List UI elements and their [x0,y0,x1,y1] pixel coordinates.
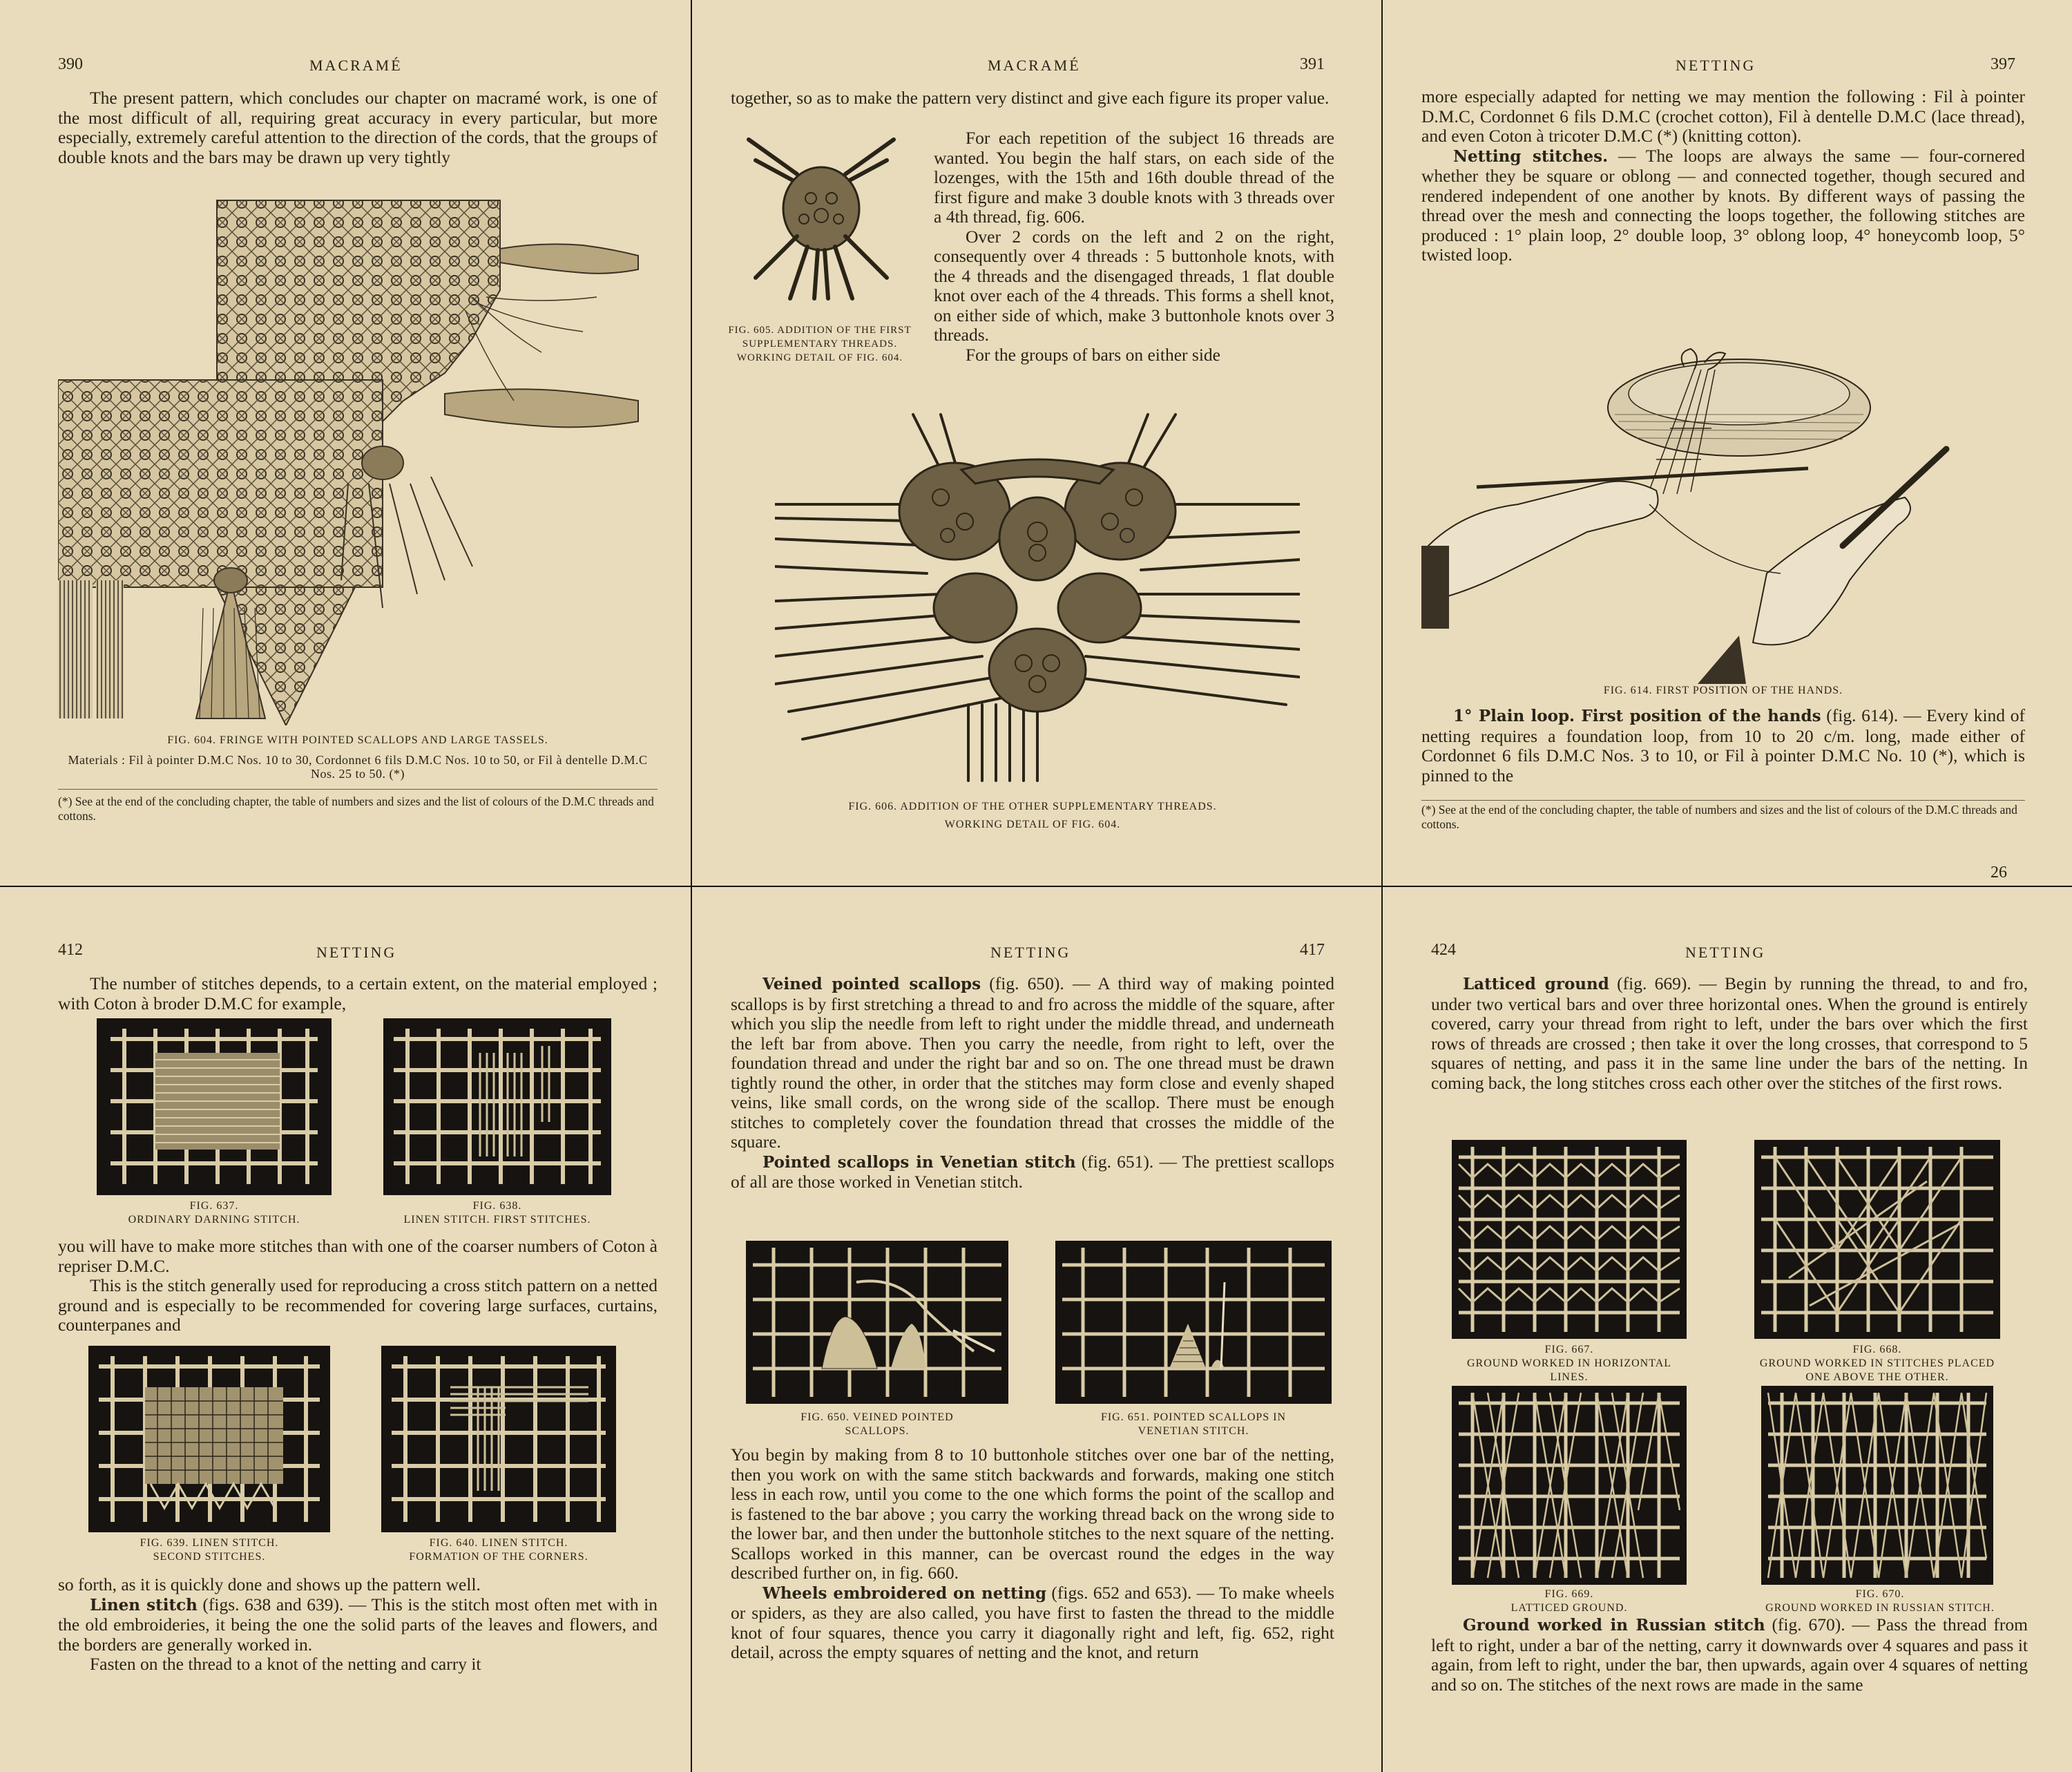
page-397 [1383,0,2072,886]
paragraph [1431,974,2028,1093]
fig-605-illustration [742,133,901,312]
fig-sublabel: GROUND WORKED IN STITCHES PLACED [1759,1357,1995,1369]
signature-mark: 26 [1991,864,2007,882]
footnote-rule [1421,800,2025,801]
fig-667-caption [1452,1343,1687,1384]
section-text: — The loops are always the same — four-cornered whether they be square or oblong — and connected together, though secured and rendered independent of one another by knots. By different ways of passing the thread over the mesh and connecting the loops together, the following stitches are produced : 1° plain loop, 2° double loop, 3° oblong loop, 4° honeycomb loop, 5° twisted loop. [1421,145,2025,265]
fig-sublabel: GROUND WORKED IN HORIZONTAL [1466,1357,1672,1369]
fig-670-russian-stitch-illustration [1761,1386,1993,1585]
fig-sublabel: ORDINARY DARNING STITCH. [128,1214,300,1226]
section-heading: Veined pointed scallops [762,975,981,993]
page-number: 390 [58,55,83,73]
fig-606-illustration [775,408,1300,788]
fig-639-linen-illustration [88,1346,330,1532]
section-heading: Netting stitches. [1453,146,1609,166]
fig-sublabel: LINES. [1550,1371,1589,1383]
section-text: (fig. 651). — The prettiest scallops of all are those worked in Venetian stitch. [731,1151,1334,1192]
section-text: (figs. 652 and 653). — To make wheels or spiders, as they are also called, you have first to fasten the thread to the middle knot of four squares, thence you carry it diagonally right and left, fig. 652, right detail, across the empty squares of netting and the knot, and return [731,1582,1335,1662]
fig-sublabel: VENETIAN STITCH. [1138,1425,1249,1437]
body-text-right [934,128,1334,365]
fig-670-caption [1742,1588,2018,1615]
page-number: 424 [1431,941,1456,959]
section-text: (fig. 669). — Begin by running the thread, to and fro, under two vertical bars and over three horizontal ones. When the ground is entirely covered, carry your thread from right to left, under the bars over which the first rows of threads are crossed ; then take it over the long crosses, that correspond to 5 squares of netting, and pass it in the same line under the bars of the netting. In coming back, the long stitches cross each other over the stitches of the first rows. [1431,973,2028,1093]
fig-667-horizontal-lines-illustration [1452,1140,1687,1339]
fig-640-linen-corners-illustration [381,1346,616,1532]
body-text [731,974,1334,1192]
page-391 [692,0,1381,886]
section-text: (fig. 614). — Every kind of netting requires a foundation loop, from 10 to 20 c/m. long, made either of Cordonnet 6 fils D.M.C Nos. 3 to 10, or Fil à pointer D.M.C No. 10 (*), which is pinned to the [1421,705,2025,785]
fig-637-darning-illustration [97,1018,332,1195]
running-header: NETTING [1685,944,1766,961]
fig-640-caption [381,1536,616,1564]
body-text-2 [1431,1615,2028,1695]
running-header: MACRAMÉ [988,57,1081,74]
fig-label: FIG. 637. [189,1200,239,1212]
paragraph [731,1583,1334,1663]
paragraph: For the groups of bars on either side [966,344,1220,365]
fig-label: FIG. 638. [472,1200,522,1212]
section-heading: Wheels embroidered on netting [762,1583,1047,1603]
paragraph: you will have to make more stitches than with one of the coarser numbers of Coton à repriser D.M.C. [58,1236,658,1276]
page-number: 391 [1300,55,1325,73]
paragraph [1421,146,2025,265]
fig-sublabel: SECOND STITCHES. [153,1551,266,1563]
page-number: 412 [58,941,83,959]
fig-651-venetian-scallops-illustration [1055,1241,1332,1404]
footnote: (*) See at the end of the concluding chapter, the table of numbers and sizes and the list of colours of the D.M.C threads and cottons. [58,794,654,823]
footnote: (*) See at the end of the concluding chapter, the table of numbers and sizes and the list of colours of the D.M.C threads and cottons. [1421,803,2017,831]
fig-label: FIG. 651. POINTED SCALLOPS IN [1100,1411,1287,1423]
fig-638-linen-illustration [383,1018,611,1195]
body-text [1431,974,2028,1093]
paragraph: For each repetition of the subject 16 threads are wanted. You begin the half stars, on each side of the lozenges, with the 15th and 16th double thread of the first figure and make 3 double knots with 3 threads over a 4th thread, fig. 606. [934,128,1334,227]
paragraph: more especially adapted for netting we may mention the following : Fil à pointer D.M.C, Cordonnet 6 fils D.M.C (crochet cotton), Fil à dentelle D.M.C (lace thread), and even Coton à tricoter D.M.C (*) (knitting cotton). [1421,86,2025,146]
paragraph: You begin by making from 8 to 10 buttonhole stitches over one bar of the netting, then you work on with the same stitch backwards and forwards, making one stitch less in each row, until you come to the one which forms the point of the scallop and is fastened to the bar above ; you carry the working thread back on the wrong side to the lower bar, and then under the buttonhole stitches to the next square of the netting. Scallops worked in this manner, can be overcast round the edges in the way described further on, in fig. 660. [731,1445,1334,1583]
paragraph [58,1595,658,1655]
paragraph [731,1152,1334,1192]
footnote-rule [58,789,658,790]
figure-caption-614: FIG. 614. FIRST POSITION OF THE HANDS. [1603,685,1843,696]
fig-sublabel: FORMATION OF THE CORNERS. [409,1551,588,1563]
body-text-3 [58,1575,658,1675]
paragraph: The number of stitches depends, to a certain extent, on the material employed ; with Coton à broder D.M.C for example, [58,973,658,1013]
section-heading: 1° Plain loop. First position of the hands [1453,707,1821,725]
section-heading: Ground worked in Russian stitch [1463,1616,1765,1635]
page-number: 397 [1991,55,2015,73]
fig-label: FIG. 650. VEINED POINTED [800,1411,954,1423]
figure-caption-606: FIG. 606. ADDITION OF THE OTHER SUPPLEMENTARY THREADS. [848,801,1217,812]
section-text: (fig. 650). — A third way of making pointed scallops is by first stretching a thread to and fro across the middle of the square, after which you slip the needle from left to right under the middle thread, and underneath the left bar from above. Then you carry the needle, from right to left, over the foundation thread and under the right bar and so on. The one thread must be drawn tightly round the other, in order that the stitches may form close and evenly shaped veins, like small cords, on the wrong side of the scallop. There must be enough stitches to completely cover the foundation thread that crosses the middle of the square. [731,973,1334,1152]
fig-650-caption [746,1411,1008,1438]
body-text-2 [58,1237,658,1335]
fig-label: FIG. 639. LINEN STITCH. [140,1537,279,1549]
body-text [58,974,658,1013]
page-390 [0,0,691,886]
body-text [58,88,658,167]
fig-label: FIG. 640. LINEN STITCH. [429,1537,568,1549]
fig-label: FIG. 669. [1544,1588,1594,1600]
fig-669-latticed-ground-illustration [1452,1386,1687,1585]
body-text-top: together, so as to make the pattern very distinct and give each figure its proper value. [731,88,1330,108]
running-header: MACRAMÉ [309,57,403,74]
fig-sublabel: LINEN STITCH. FIRST STITCHES. [403,1214,591,1226]
fig-label: FIG. 670. [1855,1588,1905,1600]
fig-sublabel: ONE ABOVE THE OTHER. [1805,1371,1949,1383]
paragraph: Fasten on the thread to a knot of the netting and carry it [90,1654,481,1674]
fig-650-veined-scallops-illustration [746,1241,1008,1404]
section-heading: Linen stitch [90,1595,198,1614]
fig-668-stitches-above-illustration [1754,1140,2000,1339]
section-text: (fig. 670). — Pass the thread from left to right, under a bar of the netting, carry it downwards over 4 squares and pass it again, from left to right, under the bar, then upwards, again over 4 squares of netting and so on. The stitches of the next rows are made in the same [1431,1614,2028,1695]
figure-caption-605: FIG. 605. ADDITION OF THE FIRST SUPPLEMENTARY THREADS. WORKING DETAIL OF FIG. 604. [728,325,912,363]
fig-sublabel: SCALLOPS. [845,1425,910,1437]
section-text: (figs. 638 and 639). — This is the stitch most often met with in the old embroideries, it being the one the solid parts of the leaves and flowers, and the borders are generally worked in. [58,1594,658,1655]
body-text-2 [731,1445,1334,1663]
fig-638-caption [383,1199,611,1227]
running-header: NETTING [990,944,1071,961]
materials-note: Materials : Fil à pointer D.M.C Nos. 10 to 30, Cordonnet 6 fils D.M.C Nos. 10 to 50, or Fil à dentelle D.M.C Nos. 25 to 50. (*) [68,753,648,781]
fig-sublabel: LATTICED GROUND. [1510,1602,1628,1614]
fig-639-caption [88,1536,330,1564]
page-424 [1383,887,2072,1772]
fig-614-hands-illustration [1421,345,2029,684]
fig-637-caption [97,1199,332,1227]
paragraph: so forth, as it is quickly done and shows up the pattern well. [58,1574,481,1594]
body-text-plain-loop [1421,706,2025,785]
paragraph: The present pattern, which concludes our chapter on macramé work, is one of the most difficult of all, requiring great accuracy in every particular, but more especially, extremely careful attention to the direction of the cords, that the groups of double knots and the bars may be drawn up very tightly [58,88,658,167]
section-heading: Latticed ground [1463,975,1609,993]
section-heading: Pointed scallops in Venetian stitch [762,1152,1076,1172]
body-text [1421,87,2025,265]
paragraph: Over 2 cords on the left and 2 on the right, consequently over 4 threads : 5 buttonhole knots, with the 4 threads and the disengaged threads, 1 flat double knot over each of the 4 threads. This forms a shell knot, on either side of which, make 3 buttonhole knots over 3 threads. [934,226,1334,345]
figure-caption-606-sub: WORKING DETAIL OF FIG. 604. [944,819,1121,830]
paragraph [1421,706,2025,785]
running-header: NETTING [316,944,397,961]
fig-label: FIG. 667. [1544,1344,1594,1355]
paragraph [1431,1615,2028,1695]
fig-sublabel: GROUND WORKED IN RUSSIAN STITCH. [1765,1602,1995,1614]
page-number: 417 [1300,941,1325,959]
fringe-tassel-illustration [58,193,652,725]
figure-caption: FIG. 604. FRINGE WITH POINTED SCALLOPS AND LARGE TASSELS. [167,734,548,746]
paragraph [731,974,1334,1152]
running-header: NETTING [1676,57,1756,74]
fig-651-caption [1055,1411,1332,1438]
paragraph: This is the stitch generally used for reproducing a cross stitch pattern on a netted ground and is especially to be recommended for covering large surfaces, curtains, counterpanes and [58,1275,658,1335]
fig-668-caption [1746,1343,2008,1384]
fig-label: FIG. 668. [1852,1344,1902,1355]
page-417 [692,887,1381,1772]
page-412 [0,887,691,1772]
fig-669-caption [1452,1588,1687,1615]
